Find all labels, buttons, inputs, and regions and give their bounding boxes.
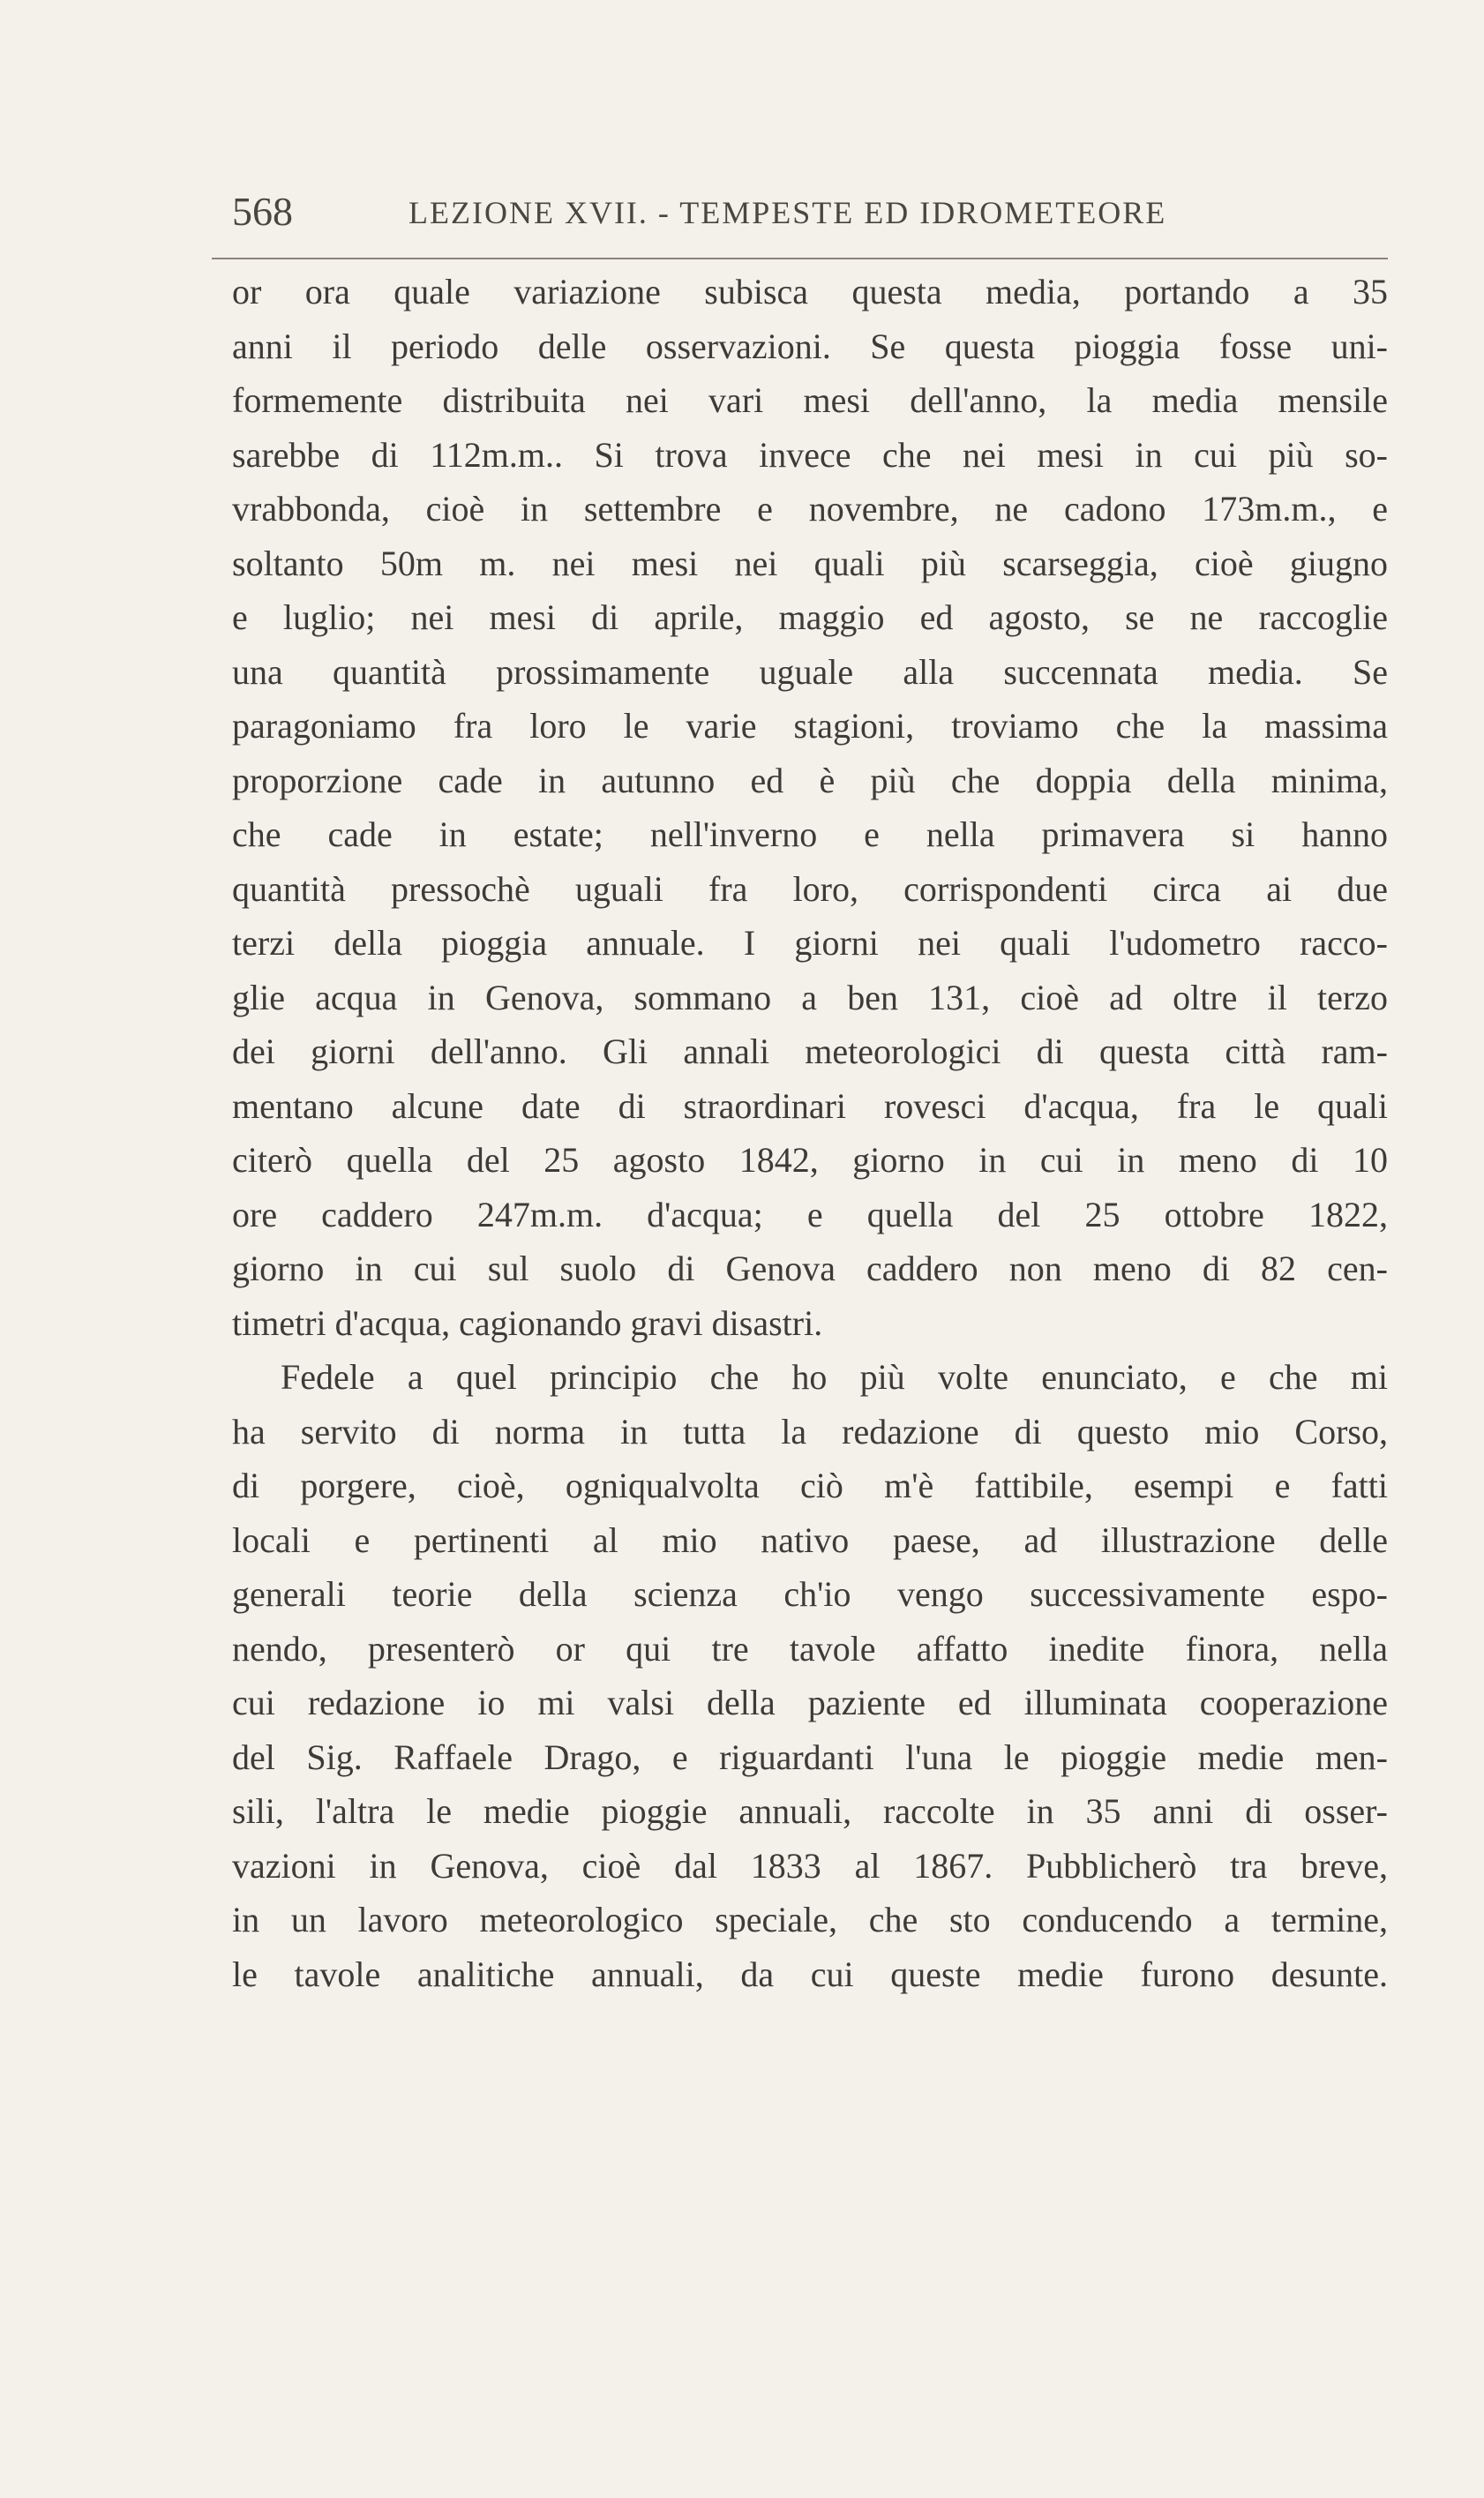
text-line: sarebbe di 112m.m.. Si trova invece che nei mesi in cui più so- xyxy=(232,434,1388,475)
text-line: sili, l'altra le medie pioggie annuali, raccolte in 35 anni di osser- xyxy=(232,1791,1388,1831)
text-line: cui redazione io mi valsi della paziente ed illuminata cooperazione xyxy=(232,1683,1388,1722)
running-head: LEZIONE XVII. - TEMPESTE ED IDROMETEORE xyxy=(408,195,1167,230)
text-line: ore caddero 247m.m. d'acqua; e quella del 25 ottobre 1822, xyxy=(232,1194,1388,1234)
body-text xyxy=(232,265,1388,2001)
text-line-paragraph-end: timetri d'acqua, cagionando gravi disastri. xyxy=(232,1302,823,1343)
page-number: 568 xyxy=(232,189,293,234)
text-line: giorno in cui sul suolo di Genova caddero non meno di 82 cen- xyxy=(232,1249,1388,1288)
text-line: una quantità prossimamente uguale alla succennata media. Se xyxy=(232,651,1388,692)
text-line: soltanto 50m m. nei mesi nei quali più scarseggia, cioè giugno xyxy=(232,543,1388,583)
text-line: del Sig. Raffaele Drago, e riguardanti l'una le pioggie medie men- xyxy=(232,1737,1388,1777)
text-line: paragoniamo fra loro le varie stagioni, troviamo che la massima xyxy=(232,706,1388,746)
text-line: or ora quale variazione subisca questa media, portando a 35 xyxy=(232,272,1388,311)
text-line: le tavole analitiche annuali, da cui queste medie furono desunte. xyxy=(232,1954,1388,1994)
page-header xyxy=(232,185,1388,238)
text-line: proporzione cade in autunno ed è più che doppia della minima, xyxy=(232,760,1388,800)
text-line: anni il periodo delle osservazioni. Se questa pioggia fosse uni- xyxy=(232,326,1388,366)
text-line: in un lavoro meteorologico speciale, che sto conducendo a termine, xyxy=(232,1900,1388,1939)
text-line: locali e pertinenti al mio nativo paese, ad illustrazione delle xyxy=(232,1519,1388,1560)
text-line: glie acqua in Genova, sommano a ben 131, cioè ad oltre il terzo xyxy=(232,977,1388,1017)
text-line: mentano alcune date di straordinari rovesci d'acqua, fra le quali xyxy=(232,1085,1388,1126)
text-line: ha servito di norma in tutta la redazione di questo mio Corso, xyxy=(232,1411,1388,1452)
text-line: di porgere, cioè, ogniqualvolta ciò m'è fattibile, esempi e fatti xyxy=(232,1466,1388,1505)
text-line: generali teorie della scienza ch'io vengo successivamente espo- xyxy=(232,1574,1388,1614)
text-line: dei giorni dell'anno. Gli annali meteorologici di questa città ram- xyxy=(232,1031,1388,1071)
text-line-paragraph-start: Fedele a quel principio che ho più volte enunciato, e che mi xyxy=(281,1357,1388,1397)
text-line: vrabbonda, cioè in settembre e novembre, ne cadono 173m.m., e xyxy=(232,489,1388,529)
text-line: quantità pressochè uguali fra loro, corrispondenti circa ai due xyxy=(232,868,1388,909)
text-line: citerò quella del 25 agosto 1842, giorno in cui in meno di 10 xyxy=(232,1140,1388,1180)
text-line: vazioni in Genova, cioè dal 1833 al 1867. Pubblicherò tra breve, xyxy=(232,1845,1388,1886)
text-line: formemente distribuita nei vari mesi dell'anno, la media mensile xyxy=(232,380,1388,420)
text-line: terzi della pioggia annuale. I giorni nei quali l'udometro racco- xyxy=(232,923,1388,963)
header-rule xyxy=(212,258,1388,259)
text-line: nendo, presenterò or qui tre tavole affatto inedite finora, nella xyxy=(232,1628,1388,1669)
text-line: che cade in estate; nell'inverno e nella primavera si hanno xyxy=(232,814,1388,854)
text-line: e luglio; nei mesi di aprile, maggio ed agosto, se ne raccoglie xyxy=(232,597,1388,637)
